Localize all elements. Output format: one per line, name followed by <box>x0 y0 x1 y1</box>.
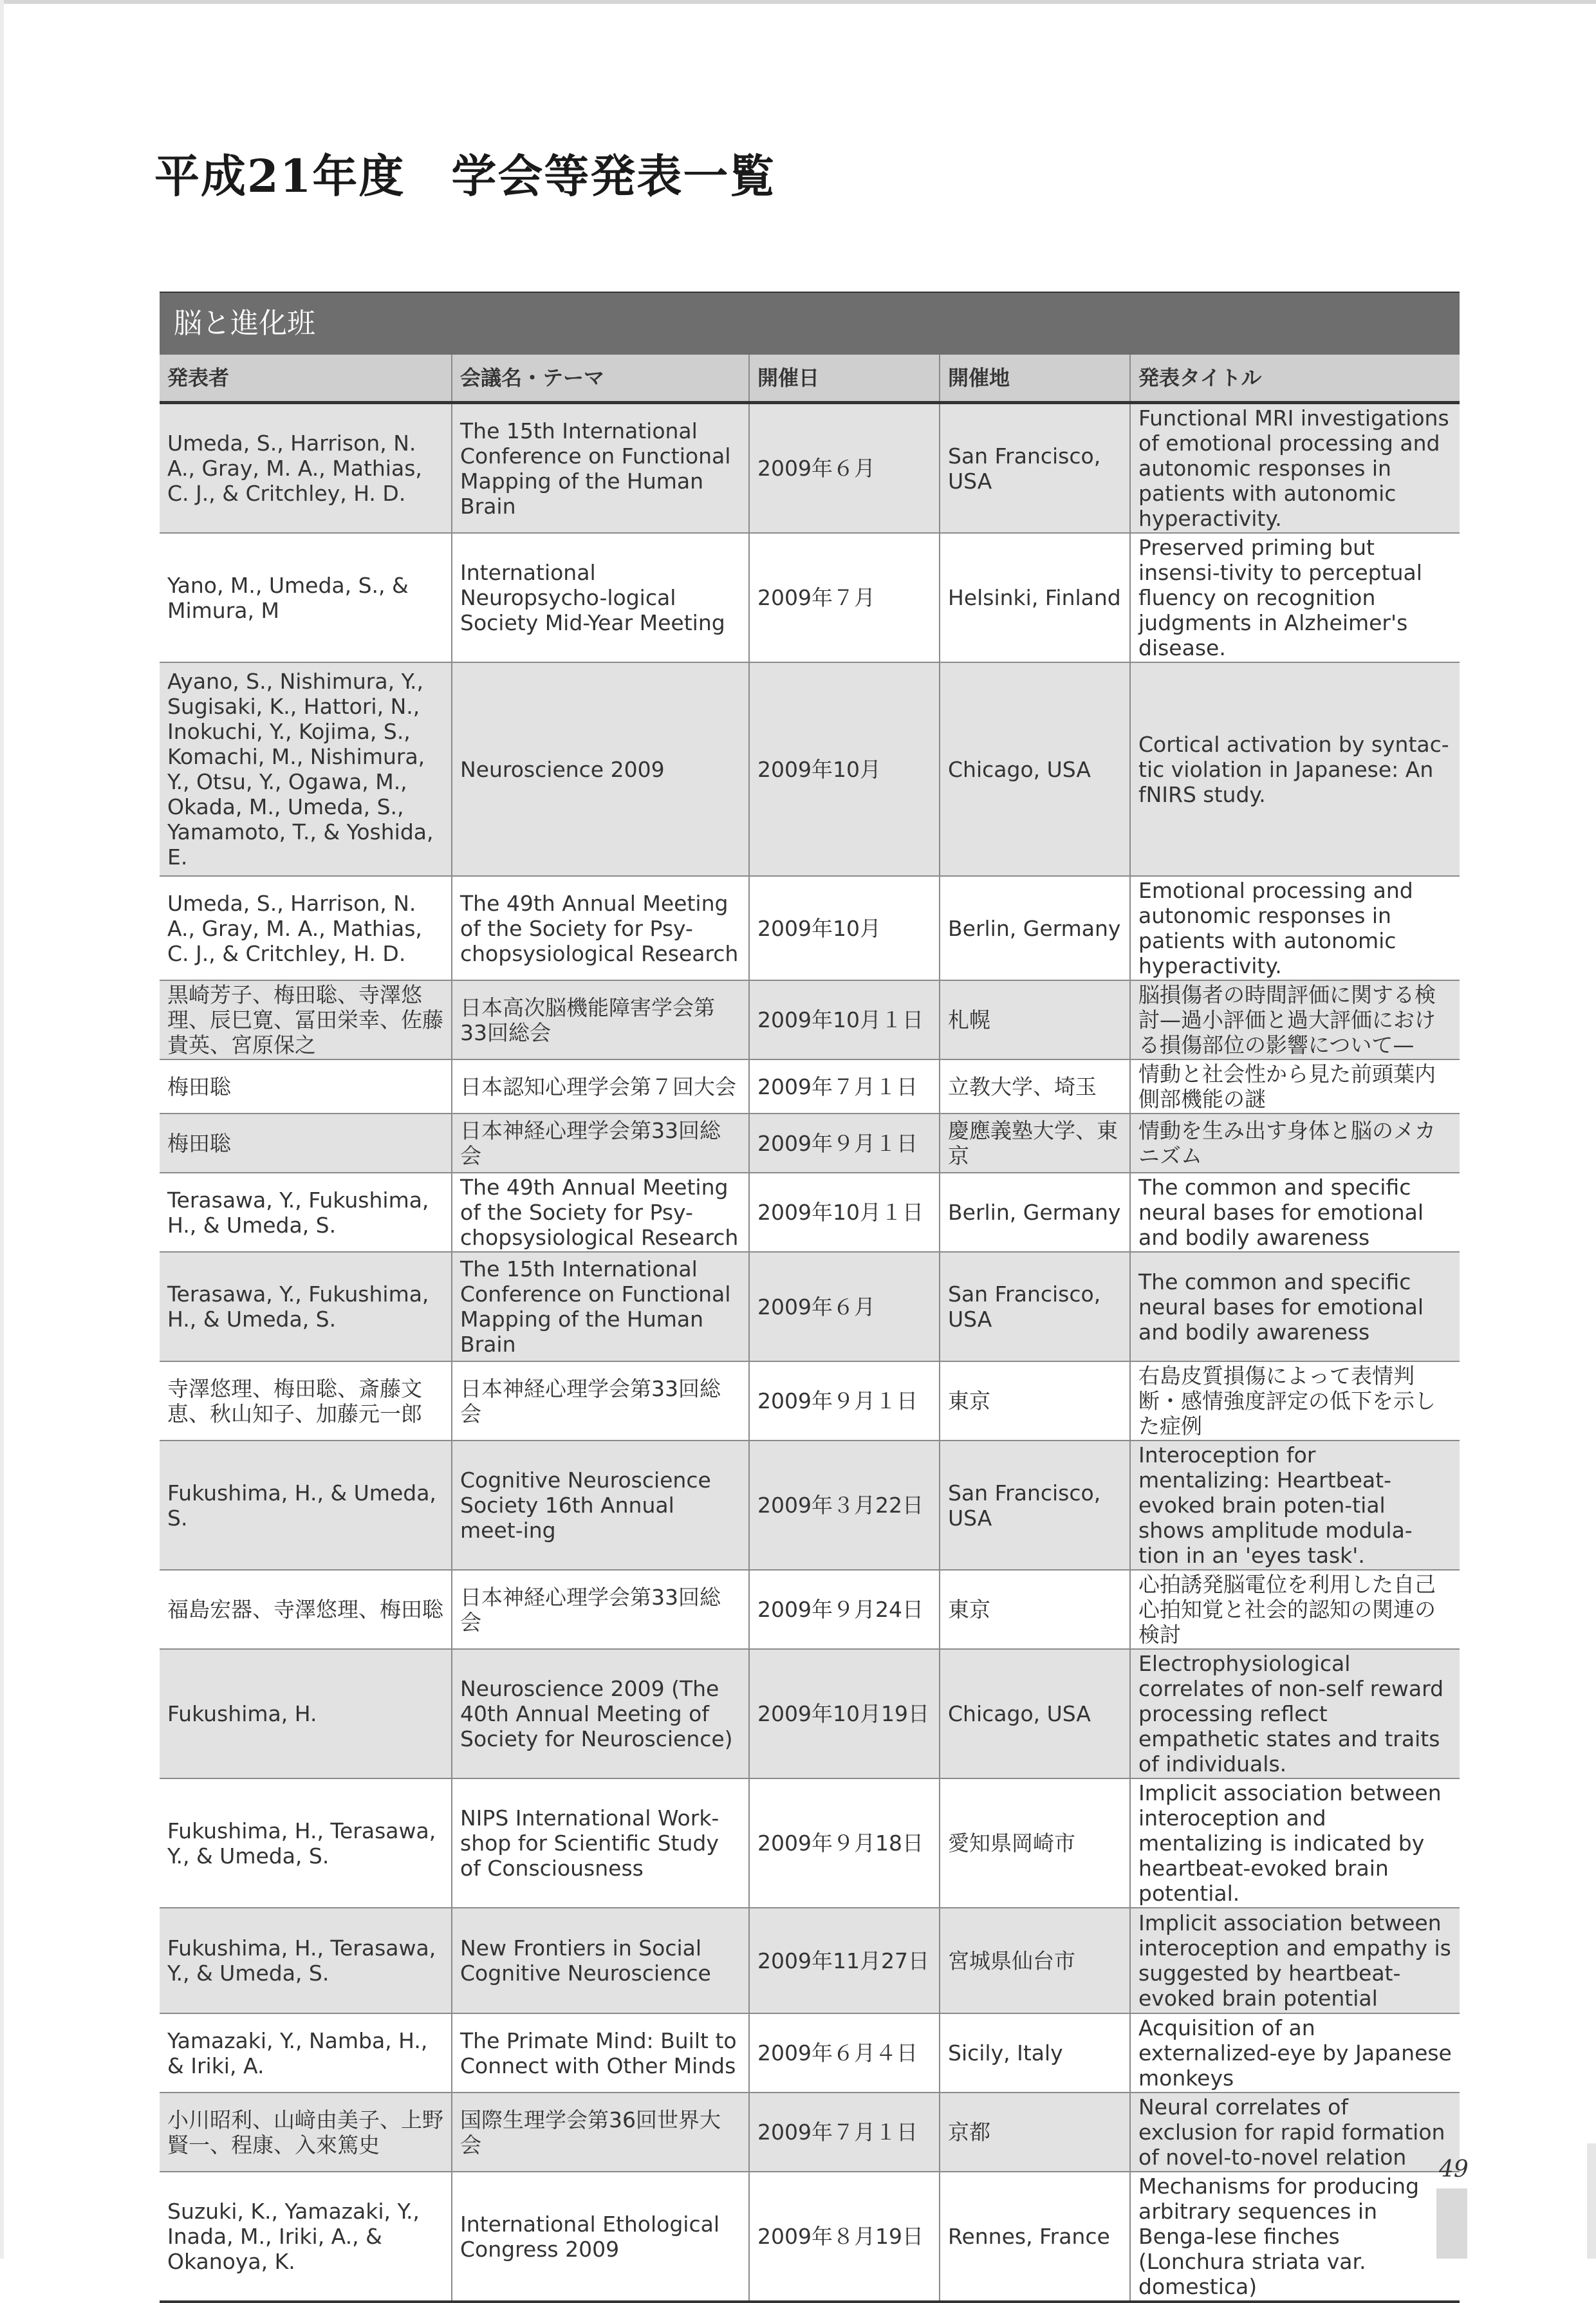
cell-conference: The 15th International Conference on Functional Mapping of the Human Brain <box>452 403 749 534</box>
cell-date: 2009年７月１日 <box>749 1059 940 1114</box>
cell-conference: The 49th Annual Meeting of the Society for Psy-chopsysiological Research <box>452 876 749 980</box>
cell-conference: The 49th Annual Meeting of the Society for Psy-chopsysiological Research <box>452 1173 749 1252</box>
cell-date: 2009年６月４日 <box>749 2013 940 2093</box>
cell-date: 2009年10月 <box>749 662 940 876</box>
cell-conference: 日本認知心理学会第７回大会 <box>452 1059 749 1114</box>
cell-presenters: Umeda, S., Harrison, N. A., Gray, M. A., Mathias, C. J., & Critchley, H. D. <box>160 403 452 534</box>
cell-title: The common and specific neural bases for emotional and bodily awareness <box>1130 1173 1460 1252</box>
cell-title: 右島皮質損傷によって表情判断・感情強度評定の低下を示した症例 <box>1130 1361 1460 1441</box>
cell-title: Electrophysiological correlates of non-self reward processing reflect empathetic states and traits of individuals. <box>1130 1649 1460 1778</box>
cell-location: 愛知県岡崎市 <box>940 1778 1130 1908</box>
table-row <box>160 876 1460 980</box>
cell-date: 2009年８月19日 <box>749 2172 940 2302</box>
cell-date: 2009年６月 <box>749 1252 940 1361</box>
cell-location: 東京 <box>940 1570 1130 1649</box>
table-row <box>160 533 1460 662</box>
cell-conference: Neuroscience 2009 (The 40th Annual Meeting of Society for Neuroscience) <box>452 1649 749 1778</box>
cell-title: Acquisition of an externalized-eye by Japanese monkeys <box>1130 2013 1460 2093</box>
cell-conference: 日本神経心理学会第33回総会 <box>452 1361 749 1441</box>
cell-conference: Cognitive Neuroscience Society 16th Annual meet-ing <box>452 1441 749 1570</box>
cell-presenters: 小川昭利、山﨑由美子、上野賢一、程康、入來篤史 <box>160 2093 452 2172</box>
cell-title: 脳損傷者の時間評価に関する検討—過小評価と過大評価における損傷部位の影響について— <box>1130 980 1460 1059</box>
cell-presenters: Terasawa, Y., Fukushima, H., & Umeda, S. <box>160 1173 452 1252</box>
cell-location: San Francisco, USA <box>940 403 1130 534</box>
cell-conference: NIPS International Work-shop for Scientific Study of Consciousness <box>452 1778 749 1908</box>
cell-presenters: Fukushima, H., Terasawa, Y., & Umeda, S. <box>160 1908 452 2013</box>
table-row <box>160 1778 1460 1908</box>
cell-location: 慶應義塾大学、東京 <box>940 1114 1130 1173</box>
cell-location: Berlin, Germany <box>940 1173 1130 1252</box>
cell-presenters: 黒崎芳子、梅田聡、寺澤悠理、辰巳寛、冨田栄幸、佐藤貴英、宮原保之 <box>160 980 452 1059</box>
table-row <box>160 1173 1460 1252</box>
cell-presenters: Suzuki, K., Yamazaki, Y., Inada, M., Iriki, A., & Okanoya, K. <box>160 2172 452 2302</box>
cell-location: Rennes, France <box>940 2172 1130 2302</box>
column-header-title: 発表タイトル <box>1130 355 1460 403</box>
cell-date: 2009年11月27日 <box>749 1908 940 2013</box>
cell-conference: 日本高次脳機能障害学会第33回総会 <box>452 980 749 1059</box>
page-top-edge <box>0 0 1596 4</box>
table-row <box>160 980 1460 1059</box>
table-row <box>160 1570 1460 1649</box>
table-row <box>160 1441 1460 1570</box>
cell-title: Functional MRI investigations of emotional processing and autonomic responses in patients with autonomic hyperactivity. <box>1130 403 1460 534</box>
table-row <box>160 403 1460 534</box>
cell-conference: New Frontiers in Social Cognitive Neuroscience <box>452 1908 749 2013</box>
cell-location: 京都 <box>940 2093 1130 2172</box>
cell-title: Cortical activation by syntac-tic violation in Japanese: An fNIRS study. <box>1130 662 1460 876</box>
cell-presenters: Yamazaki, Y., Namba, H., & Iriki, A. <box>160 2013 452 2093</box>
cell-conference: The 15th International Conference on Functional Mapping of the Human Brain <box>452 1252 749 1361</box>
cell-conference: Neuroscience 2009 <box>452 662 749 876</box>
cell-title: Implicit association between interoception and empathy is suggested by heartbeat-evoked brain potential <box>1130 1908 1460 2013</box>
cell-location: San Francisco, USA <box>940 1441 1130 1570</box>
table-row <box>160 2172 1460 2302</box>
cell-date: 2009年９月18日 <box>749 1778 940 1908</box>
cell-location: San Francisco, USA <box>940 1252 1130 1361</box>
section-title: 脳と進化班 <box>174 307 315 340</box>
cell-date: 2009年７月 <box>749 533 940 662</box>
cell-date: 2009年６月 <box>749 403 940 534</box>
column-header-date: 開催日 <box>749 355 940 403</box>
cell-location: 東京 <box>940 1361 1130 1441</box>
cell-location: Sicily, Italy <box>940 2013 1130 2093</box>
column-header-presenters: 発表者 <box>160 355 452 403</box>
cell-conference: 国際生理学会第36回世界大会 <box>452 2093 749 2172</box>
cell-title: Neural correlates of exclusion for rapid formation of novel-to-novel relation <box>1130 2093 1460 2172</box>
table-row <box>160 662 1460 876</box>
cell-date: 2009年10月１日 <box>749 980 940 1059</box>
cell-date: 2009年９月１日 <box>749 1114 940 1173</box>
table-row <box>160 1361 1460 1441</box>
section-header <box>160 293 1460 355</box>
cell-conference: International Ethological Congress 2009 <box>452 2172 749 2302</box>
column-header-location: 開催地 <box>940 355 1130 403</box>
cell-location: 札幌 <box>940 980 1130 1059</box>
table-row <box>160 1059 1460 1114</box>
page-corner <box>1587 2143 1596 2259</box>
cell-location: 立教大学、埼玉 <box>940 1059 1130 1114</box>
table-row <box>160 2093 1460 2172</box>
cell-presenters: Fukushima, H., & Umeda, S. <box>160 1441 452 1570</box>
cell-location: Chicago, USA <box>940 1649 1130 1778</box>
page-left-edge <box>0 0 4 2259</box>
cell-title: The common and specific neural bases for emotional and bodily awareness <box>1130 1252 1460 1361</box>
cell-date: 2009年10月 <box>749 876 940 980</box>
cell-date: 2009年10月１日 <box>749 1173 940 1252</box>
cell-title: Mechanisms for producing arbitrary sequences in Benga-lese finches (Lonchura striata var. domestica) <box>1130 2172 1460 2302</box>
cell-location: Helsinki, Finland <box>940 533 1130 662</box>
cell-title: Implicit association between interoception and mentalizing is indicated by heartbeat-evoked brain potential. <box>1130 1778 1460 1908</box>
cell-date: 2009年３月22日 <box>749 1441 940 1570</box>
cell-location: Berlin, Germany <box>940 876 1130 980</box>
table-row <box>160 1649 1460 1778</box>
table-row <box>160 1908 1460 2013</box>
table-row <box>160 1114 1460 1173</box>
cell-conference: The Primate Mind: Built to Connect with Other Minds <box>452 2013 749 2093</box>
cell-conference: 日本神経心理学会第33回総会 <box>452 1114 749 1173</box>
column-header-conference: 会議名・テーマ <box>452 355 749 403</box>
cell-title: Emotional processing and autonomic responses in patients with autonomic hyperactivity. <box>1130 876 1460 980</box>
page-number: 49 <box>1439 2156 1469 2183</box>
cell-title: 心拍誘発脳電位を利用した自己心拍知覚と社会的認知の関連の検討 <box>1130 1570 1460 1649</box>
cell-location: Chicago, USA <box>940 662 1130 876</box>
cell-title: Interoception for mentalizing: Heartbeat-evoked brain poten-tial shows amplitude modula-tion in an 'eyes task'. <box>1130 1441 1460 1570</box>
cell-presenters: 梅田聡 <box>160 1114 452 1173</box>
cell-date: 2009年10月19日 <box>749 1649 940 1778</box>
cell-date: 2009年７月１日 <box>749 2093 940 2172</box>
cell-title: Preserved priming but insensi-tivity to perceptual fluency on recognition judgments in Alzheimer's disease. <box>1130 533 1460 662</box>
table-row <box>160 1252 1460 1361</box>
cell-presenters: Fukushima, H., Terasawa, Y., & Umeda, S. <box>160 1778 452 1908</box>
cell-date: 2009年９月24日 <box>749 1570 940 1649</box>
cell-presenters: Ayano, S., Nishimura, Y., Sugisaki, K., Hattori, N., Inokuchi, Y., Kojima, S., Komachi, M., Nishimura, Y., Otsu, Y., Ogawa, M., Okada, M., Umeda, S., Yamamoto, T., & Yoshida, E. <box>160 662 452 876</box>
cell-presenters: 福島宏器、寺澤悠理、梅田聡 <box>160 1570 452 1649</box>
cell-presenters: Terasawa, Y., Fukushima, H., & Umeda, S. <box>160 1252 452 1361</box>
cell-presenters: Umeda, S., Harrison, N. A., Gray, M. A., Mathias, C. J., & Critchley, H. D. <box>160 876 452 980</box>
cell-presenters: Yano, M., Umeda, S., & Mimura, M <box>160 533 452 662</box>
cell-title: 情動と社会性から見た前頭葉内側部機能の謎 <box>1130 1059 1460 1114</box>
table-row <box>160 2013 1460 2093</box>
page-title: 平成21年度 学会等発表一覧 <box>154 149 776 203</box>
cell-conference: 日本神経心理学会第33回総会 <box>452 1570 749 1649</box>
cell-conference: International Neuropsycho-logical Society Mid-Year Meeting <box>452 533 749 662</box>
table-header-row <box>160 355 1460 403</box>
cell-title: 情動を生み出す身体と脳のメカニズム <box>1130 1114 1460 1173</box>
page-tab <box>1436 2188 1467 2259</box>
cell-location: 宮城県仙台市 <box>940 1908 1130 2013</box>
cell-presenters: 梅田聡 <box>160 1059 452 1114</box>
cell-presenters: Fukushima, H. <box>160 1649 452 1778</box>
cell-presenters: 寺澤悠理、梅田聡、斎藤文恵、秋山知子、加藤元一郎 <box>160 1361 452 1441</box>
table-body <box>160 403 1460 2302</box>
presentation-table <box>160 355 1460 2303</box>
cell-date: 2009年９月１日 <box>749 1361 940 1441</box>
